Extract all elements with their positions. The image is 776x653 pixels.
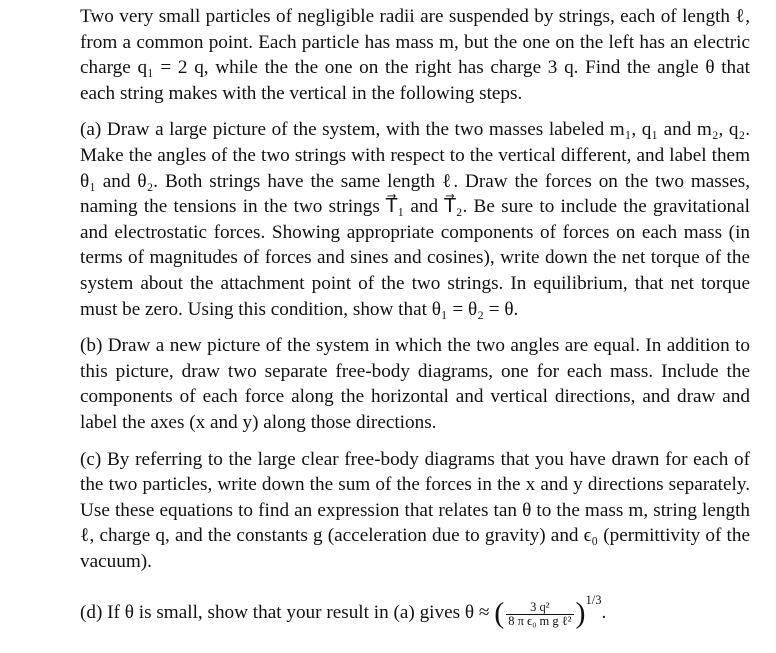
part-b-paragraph: (b) Draw a new picture of the system in which the two angles are equal. In addition to this picture, draw two separate free-body diagrams, one for each mass. Include the components of each force along the horizontal and vertical directions, and draw and label the axes (x and y) along those directions.: [80, 335, 750, 433]
formula-open-paren: (: [494, 597, 505, 631]
part-d-text: (d) If θ is small, show that your result in (a) gives θ ≈: [80, 602, 490, 624]
formula-close-paren: ): [575, 597, 586, 631]
formula: [494, 593, 607, 631]
intro-paragraph: Two very small particles of negligible radii are suspended by strings, each of length ℓ, from a common point. Each particle has mass m, but the one on the left has an electric charge q₁ = 2 q, while the the one on the right has charge 3 q. Find the angle θ that each string makes with the vertical in the following steps.: [80, 6, 750, 104]
part-a-paragraph: (a) Draw a large picture of the system, with the two masses labeled m₁, q₁ and m₂, q₂. Make the angles of the two strings with respect to the vertical different, and label them θ₁ and θ₂. Both strings have the same length ℓ. Draw the forces on the two masses, naming the tensions in the two strings T⃗₁ and T⃗₂. Be sure to include the gravitational and electrostatic forces. Showing appropriate components of forces on each mass (in terms of magnitudes of forces and sines and cosines), write down the net torque of the system about the attachment point of the two strings. In equilibrium, that net torque must be zero. Using this condition, show that θ₁ = θ₂ = θ.: [80, 119, 750, 320]
formula-fraction: [506, 601, 573, 628]
formula-denominator: 8 π ϵ₀ m g ℓ²: [508, 613, 572, 628]
formula-exponent: 1/3: [585, 593, 602, 608]
part-c-paragraph: (c) By referring to the large clear free-body diagrams that you have drawn for each of the two particles, write down the sum of the forces in the x and y directions separately. Use these equations to find an expression that relates tan θ to the mass m, string length ℓ, charge q, and the constants g (acceleration due to gravity) and ϵ₀ (permittivity of the vacuum).: [80, 448, 750, 572]
part-d-paragraph: [80, 588, 750, 631]
formula-numerator: 3 q²: [506, 601, 573, 615]
formula-end: .: [601, 602, 607, 624]
